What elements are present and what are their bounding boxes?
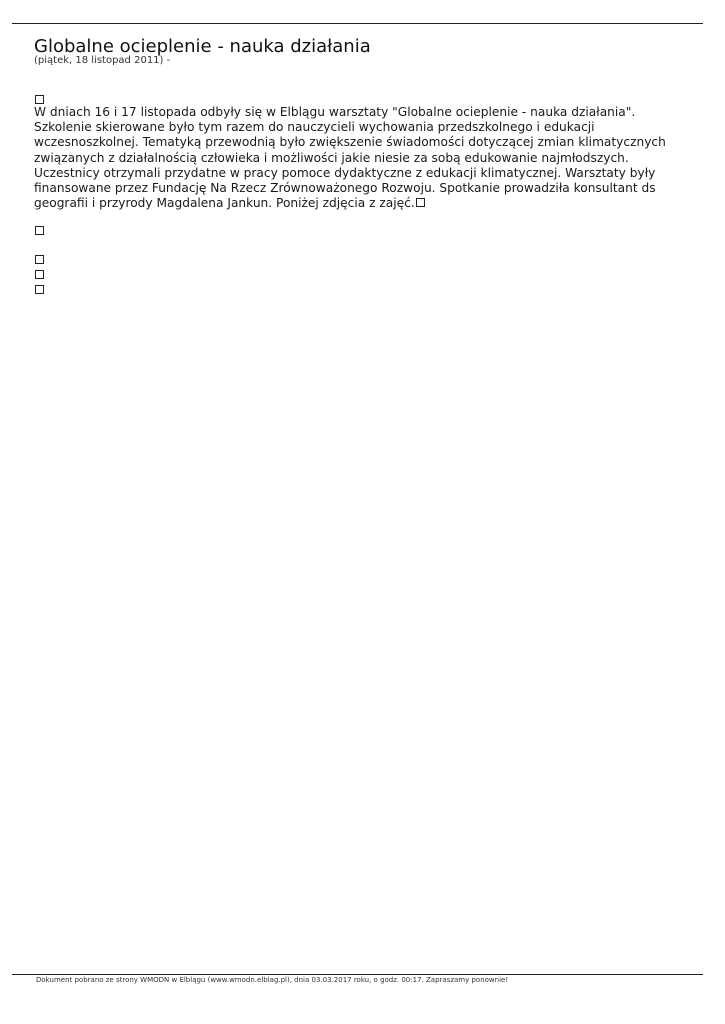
- missing-image-icon: [416, 198, 425, 207]
- image-placeholder-4: [35, 267, 44, 281]
- missing-image-icon: [35, 95, 44, 104]
- footer-divider: [12, 974, 703, 975]
- header-divider: [12, 23, 703, 24]
- missing-image-icon: [35, 270, 44, 279]
- image-placeholder-5: [35, 282, 44, 296]
- article-title: Globalne ocieplenie - nauka działania: [34, 36, 371, 57]
- missing-image-icon: [35, 285, 44, 294]
- article-date: (piątek, 18 listopad 2011) -: [34, 55, 171, 66]
- image-placeholder-3: [35, 252, 44, 266]
- article-body: [34, 105, 694, 211]
- missing-image-icon: [35, 255, 44, 264]
- image-placeholder-2: [35, 223, 44, 237]
- article-body-text: W dniach 16 i 17 listopada odbyły się w Elblągu warsztaty "Globalne ocieplenie - nauka działania". Szkolenie skierowane było tym razem do nauczycieli wychowania przedszkolnego i edukacji wczesnoszkolnej. Tematyką przewodnią było zwiększenie świadomości dotyczącej zmian klimatycznych związanych z działalnością człowieka i możliwości jakie niesie za sobą edukowanie najmłodszych. Uczestnicy otrzymali przydatne w pracy pomoce dydaktyczne z edukacji klimatycznej. Warsztaty były finansowane przez Fundację Na Rzecz Zrównoważonego Rozwoju. Spotkanie prowadziła konsultant ds geografii i przyrody Magdalena Jankun. Poniżej zdjęcia z zajęć.: [34, 105, 666, 211]
- image-placeholder-1: [35, 92, 44, 106]
- footer-note: Dokument pobrano ze strony WMODN w Elblągu (www.wmodn.elblag.pl), dnia 03.03.2017 roku, o godz. 00:17. Zapraszamy ponownie!: [36, 976, 509, 984]
- missing-image-icon: [35, 226, 44, 235]
